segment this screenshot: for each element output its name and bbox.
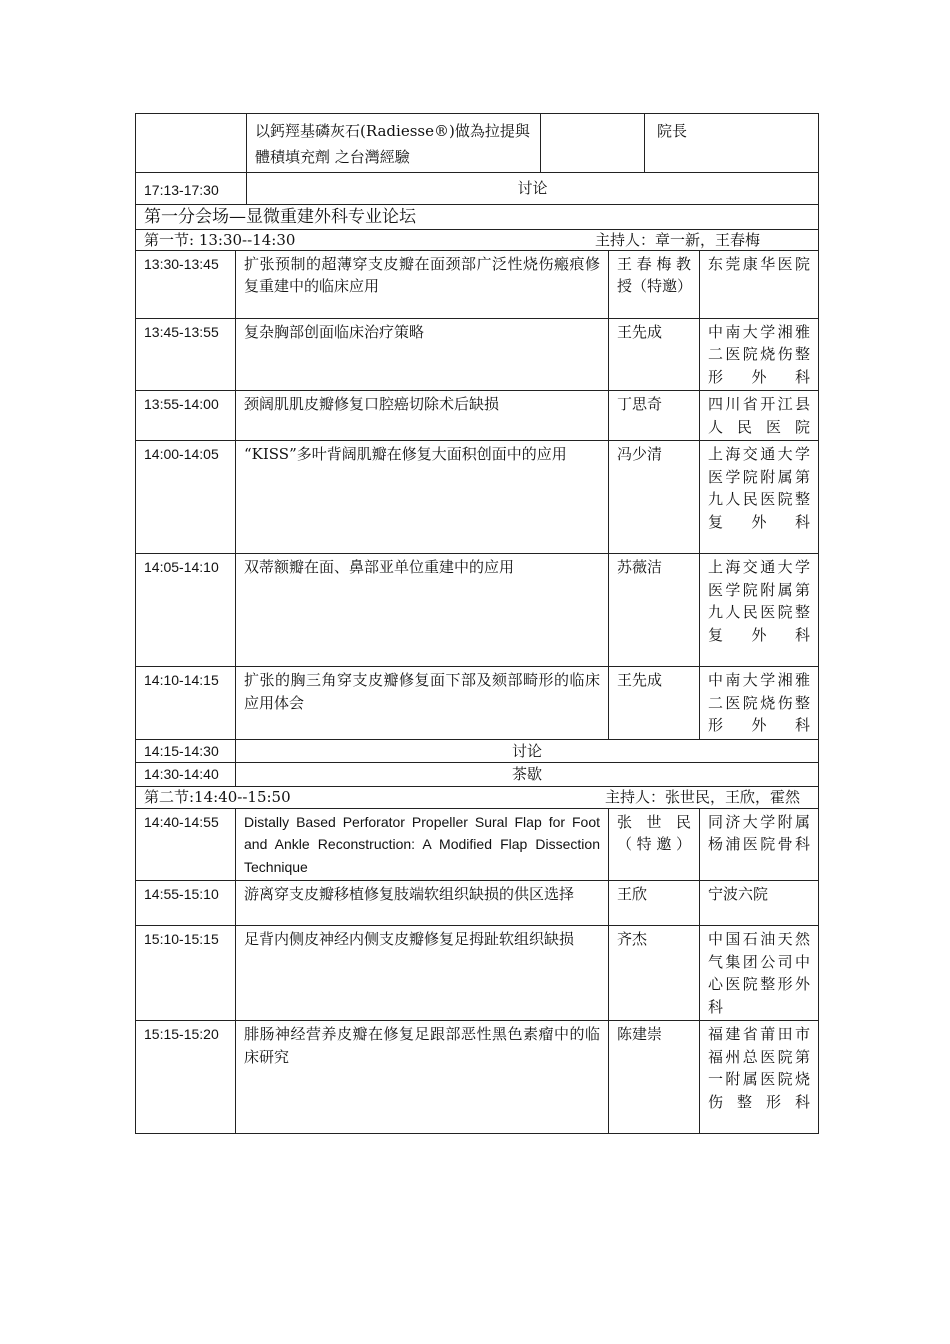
- discussion-label: 讨论: [247, 173, 819, 205]
- table-row: [136, 250, 819, 318]
- table-row: [136, 1021, 819, 1134]
- time-cell: 13:55-14:00: [136, 391, 236, 441]
- institution-cell: 中南大学湘雅二医院烧伤整形外科: [700, 318, 819, 391]
- institution-cell: 四川省开江县人民医院: [700, 391, 819, 441]
- institution-cell: 福建省莆田市福州总医院第一附属医院烧伤整形科: [700, 1021, 819, 1134]
- session-header: [136, 786, 819, 808]
- session-host: 主持人：章一新，王春梅: [594, 230, 760, 249]
- forum-title-row: [136, 204, 819, 229]
- time-cell: 13:45-13:55: [136, 318, 236, 391]
- institution-cell: 上海交通大学医学院附属第九人民医院整复外科: [700, 441, 819, 554]
- title-cell: 扩张预制的超薄穿支皮瓣在面颈部广泛性烧伤瘢痕修复重建中的临床应用: [236, 250, 609, 318]
- speaker-cell: 张世民（特邀）: [609, 808, 700, 881]
- break-label: 茶歇: [236, 763, 819, 787]
- program-page: [135, 113, 818, 1134]
- program-table: [135, 204, 819, 1135]
- speaker-cell: 王欣: [609, 881, 700, 926]
- title-cell: Distally Based Perforator Propeller Sural Flap for Foot and Ankle Reconstruction: A Modified Flap Dissection Technique: [236, 808, 609, 881]
- title-cell: “KISS”多叶背阔肌瓣在修复大面积创面中的应用: [236, 441, 609, 554]
- table-row: [136, 667, 819, 740]
- time-cell: [136, 114, 247, 173]
- discussion-row: [136, 739, 819, 763]
- speaker-cell: [541, 114, 645, 173]
- session-label: 第一节: 13:30--14:30: [144, 230, 296, 249]
- table-row: [136, 441, 819, 554]
- discussion-label: 讨论: [236, 739, 819, 763]
- institution-cell: 宁波六院: [700, 881, 819, 926]
- speaker-cell: 丁思奇: [609, 391, 700, 441]
- speaker-cell: 齐杰: [609, 926, 700, 1021]
- time-cell: 14:00-14:05: [136, 441, 236, 554]
- time-cell: 14:05-14:10: [136, 554, 236, 667]
- title-cell: 复杂胸部创面临床治疗策略: [236, 318, 609, 391]
- time-cell: 14:30-14:40: [136, 763, 236, 787]
- table-row: [136, 926, 819, 1021]
- speaker-cell: 王先成: [609, 318, 700, 391]
- title-cell: 腓肠神经营养皮瓣在修复足跟部恶性黑色素瘤中的临床研究: [236, 1021, 609, 1134]
- session-label: 第二节:14:40--15:50: [144, 787, 291, 806]
- speaker-cell: 王春梅教授（特邀）: [609, 250, 700, 318]
- table-row: [136, 391, 819, 441]
- institution-cell: 中南大学湘雅二医院烧伤整形外科: [700, 667, 819, 740]
- speaker-cell: 王先成: [609, 667, 700, 740]
- title-cell: 足背内侧皮神经内侧支皮瓣修复足拇趾软组织缺损: [236, 926, 609, 1021]
- time-cell: 14:10-14:15: [136, 667, 236, 740]
- break-row: [136, 763, 819, 787]
- title-cell: 颈阔肌肌皮瓣修复口腔癌切除术后缺损: [236, 391, 609, 441]
- table-row: [136, 318, 819, 391]
- time-cell: 14:40-14:55: [136, 808, 236, 881]
- time-cell: 14:15-14:30: [136, 739, 236, 763]
- time-cell: 15:15-15:20: [136, 1021, 236, 1134]
- institution-cell: 中国石油天然气集团公司中心医院整形外科: [700, 926, 819, 1021]
- table-row: [136, 881, 819, 926]
- table-row: [136, 114, 819, 173]
- table-row: [136, 808, 819, 881]
- forum-title: 第一分会场—显微重建外科专业论坛: [136, 204, 819, 229]
- table-row: [136, 554, 819, 667]
- discussion-row: [136, 173, 819, 205]
- top-table: [135, 113, 819, 205]
- institution-cell: 上海交通大学医学院附属第九人民医院整复外科: [700, 554, 819, 667]
- institution-cell: 同济大学附属杨浦医院骨科: [700, 808, 819, 881]
- institution-cell: 院長: [645, 114, 819, 173]
- title-cell: 游离穿支皮瓣移植修复肢端软组织缺损的供区选择: [236, 881, 609, 926]
- speaker-cell: 陈建崇: [609, 1021, 700, 1134]
- time-cell: 17:13-17:30: [136, 173, 247, 205]
- time-cell: 14:55-15:10: [136, 881, 236, 926]
- title-cell: 扩张的胸三角穿支皮瓣修复面下部及颏部畸形的临床应用体会: [236, 667, 609, 740]
- title-cell: 以鈣羥基磷灰石(Radiesse®)做為拉提與體積填充劑 之台灣經驗: [247, 114, 541, 173]
- session-host: 主持人：张世民，王欣，霍然: [604, 787, 800, 806]
- time-cell: 15:10-15:15: [136, 926, 236, 1021]
- speaker-cell: 苏薇洁: [609, 554, 700, 667]
- session-header: [136, 229, 819, 250]
- title-cell: 双蒂额瓣在面、鼻部亚单位重建中的应用: [236, 554, 609, 667]
- time-cell: 13:30-13:45: [136, 250, 236, 318]
- speaker-cell: 冯少清: [609, 441, 700, 554]
- institution-cell: 东莞康华医院: [700, 250, 819, 318]
